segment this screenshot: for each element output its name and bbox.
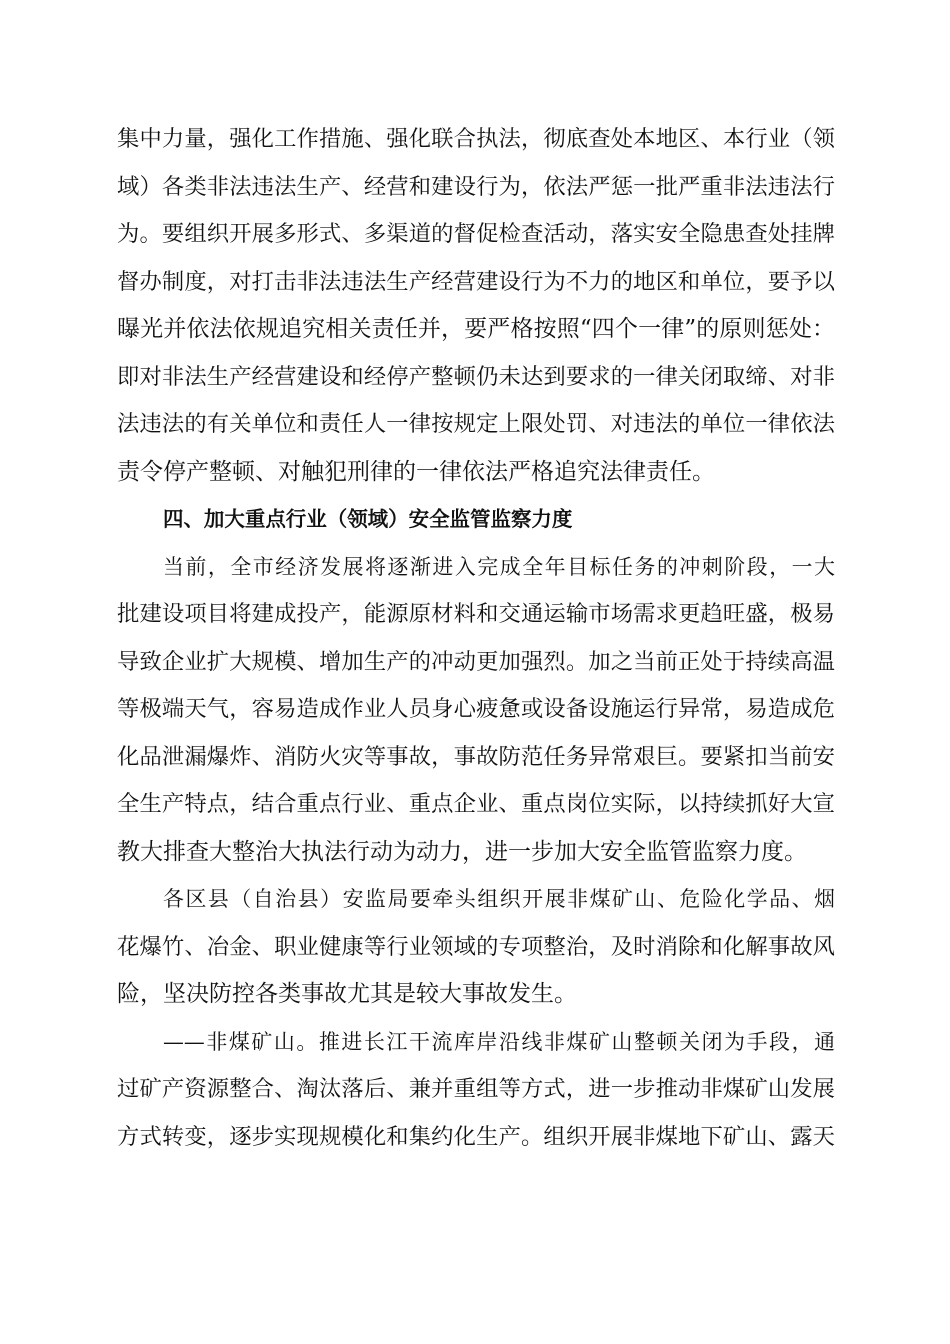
- text-line: 法违法的有关单位和责任人一律按规定上限处罚、对违法的单位一律依法: [117, 411, 835, 437]
- text-line: 当前，全市经济发展将逐渐进入完成全年目标任务的冲刺阶段，一大: [163, 554, 835, 579]
- paragraph: [117, 1019, 835, 1162]
- text-line: 全生产特点，结合重点行业、重点企业、重点岗位实际，以持续抓好大宣: [117, 791, 835, 817]
- text-line: 批建设项目将建成投产，能源原材料和交通运输市场需求更趋旺盛，极易: [117, 601, 835, 627]
- text-line: 教大排查大整治大执法行动为动力，进一步加大安全监管监察力度。: [117, 838, 807, 865]
- text-line: ——非煤矿山。推进长江干流库岸沿线非煤矿山整顿关闭为手段，通: [163, 1029, 835, 1054]
- text-line: 导致企业扩大规模、增加生产的冲动更加强烈。加之当前正处于持续高温: [117, 648, 835, 675]
- text-line: 各区县（自治县）安监局要牵头组织开展非煤矿山、危险化学品、烟: [163, 887, 835, 911]
- text-line: 即对非法生产经营建设和经停产整顿仍未达到要求的一律关闭取缔、对非: [117, 363, 835, 390]
- text-line: 集中力量，强化工作措施、强化联合执法，彻底查处本地区、本行业（领: [117, 126, 835, 152]
- text-line: 方式转变，逐步实现规模化和集约化生产。组织开展非煤地下矿山、露天: [117, 1123, 835, 1150]
- section-heading: [117, 496, 835, 544]
- text-line: 化品泄漏爆炸、消防火灾等事故，事故防范任务异常艰巨。要紧扣当前安: [117, 743, 835, 770]
- paragraph: [117, 116, 835, 496]
- text-line: 险，坚决防控各类事故尤其是较大事故发生。: [117, 981, 577, 1007]
- text-line: 花爆竹、冶金、职业健康等行业领域的专项整治，及时消除和化解事故风: [117, 933, 835, 960]
- text-line: 等极端天气，容易造成作业人员身心疲惫或设备设施运行异常，易造成危: [117, 696, 835, 722]
- text-line: 曝光并依法依规追究相关责任并，要严格按照“四个一律”的原则惩处：: [117, 316, 835, 342]
- paragraph: [117, 544, 835, 877]
- paragraph: [117, 876, 835, 1019]
- text-line: 为。要组织开展多形式、多渠道的督促检查活动，落实安全隐患查处挂牌: [117, 221, 835, 247]
- text-line: 督办制度，对打击非法违法生产经营建设行为不力的地区和单位，要予以: [117, 268, 835, 295]
- heading-text: 四、加大重点行业（领域）安全监管监察力度: [163, 507, 573, 531]
- text-line: 过矿产资源整合、淘汰落后、兼并重组等方式，进一步推动非煤矿山发展: [117, 1076, 835, 1102]
- text-line: 域）各类非法违法生产、经营和建设行为，依法严惩一批严重非法违法行: [117, 173, 835, 200]
- document-body: [117, 116, 835, 1161]
- text-line: 责令停产整顿、对触犯刑律的一律依法严格追究法律责任。: [117, 458, 715, 485]
